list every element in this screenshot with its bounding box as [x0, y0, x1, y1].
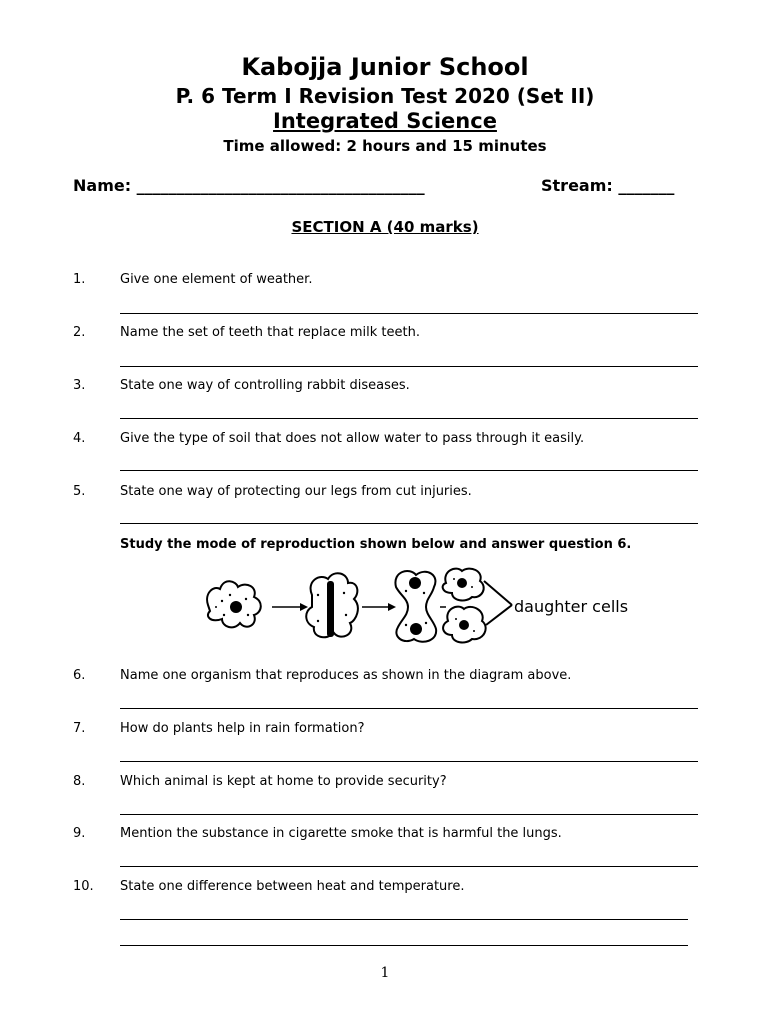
amoeba-cell-2	[306, 573, 358, 637]
question-number: 7.	[73, 721, 86, 736]
amoeba-cell-1	[207, 581, 261, 627]
question-number: 3.	[73, 378, 86, 393]
answer-line[interactable]	[120, 366, 698, 367]
time-allowed: Time allowed: 2 hours and 15 minutes	[223, 137, 547, 155]
question-text: Give one element of weather.	[120, 272, 313, 287]
answer-line[interactable]	[120, 761, 698, 762]
question-text: State one difference between heat and temperature.	[120, 879, 465, 894]
answer-line[interactable]	[120, 313, 698, 314]
question-number: 10.	[73, 879, 94, 894]
question-text: Mention the substance in cigarette smoke that is harmful the lungs.	[120, 826, 562, 841]
question-text: How do plants help in rain formation?	[120, 721, 365, 736]
question-number: 9.	[73, 826, 86, 841]
question-text: State one way of controlling rabbit diseases.	[120, 378, 410, 393]
question-text: Name the set of teeth that replace milk teeth.	[120, 325, 420, 340]
question-number: 4.	[73, 431, 86, 446]
daughter-cells-label: daughter cells	[514, 597, 629, 616]
question-text: State one way of protecting our legs from cut injuries.	[120, 484, 472, 499]
answer-line[interactable]	[120, 919, 688, 920]
question-number: 6.	[73, 668, 86, 683]
page-number: 1	[380, 965, 390, 981]
answer-line[interactable]	[120, 814, 698, 815]
diagram-instruction: Study the mode of reproduction shown below and answer question 6.	[120, 537, 632, 552]
answer-line[interactable]	[120, 523, 698, 524]
binary-fission-diagram	[200, 565, 660, 645]
answer-line[interactable]	[120, 708, 698, 709]
question-text: Give the type of soil that does not allow water to pass through it easily.	[120, 431, 585, 446]
answer-line[interactable]	[120, 866, 698, 867]
answer-line[interactable]	[120, 945, 688, 946]
answer-line[interactable]	[120, 418, 698, 419]
subject-title: Integrated Science	[273, 109, 497, 133]
daughter-cell-bottom	[443, 607, 486, 643]
stream-field[interactable]: Stream: _______	[541, 176, 675, 195]
question-number: 5.	[73, 484, 86, 499]
name-field[interactable]: Name: ____________________________________	[73, 176, 425, 195]
daughter-cell-top	[443, 569, 484, 601]
question-number: 2.	[73, 325, 86, 340]
question-number: 1.	[73, 272, 86, 287]
answer-line[interactable]	[120, 470, 698, 471]
question-text: Which animal is kept at home to provide security?	[120, 774, 447, 789]
section-title: SECTION A (40 marks)	[291, 218, 479, 236]
question-number: 8.	[73, 774, 86, 789]
question-text: Name one organism that reproduces as shown in the diagram above.	[120, 668, 572, 683]
school-name: Kabojja Junior School	[241, 53, 529, 81]
test-title: P. 6 Term I Revision Test 2020 (Set II)	[175, 84, 595, 108]
amoeba-cell-3	[395, 571, 436, 642]
